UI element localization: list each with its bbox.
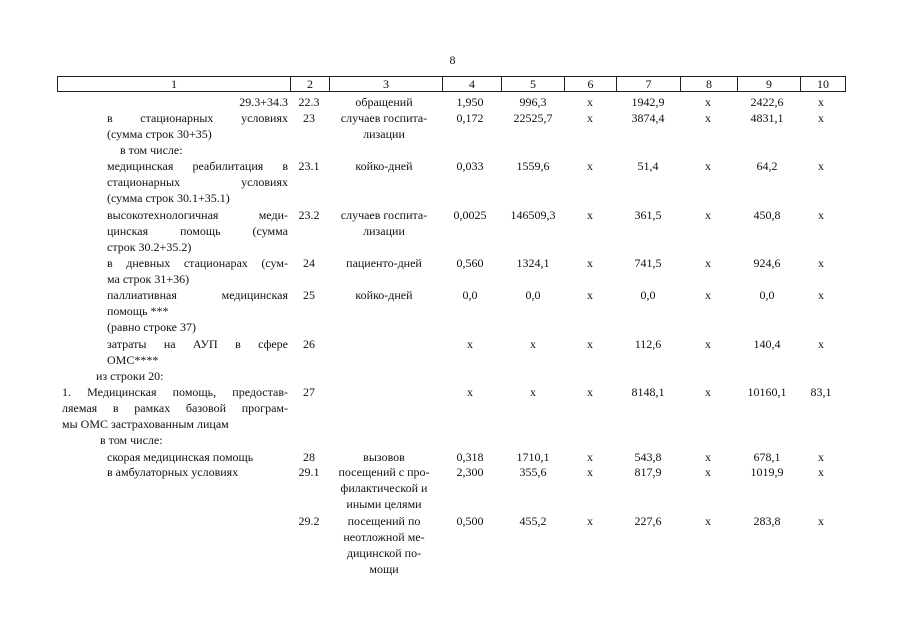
- cell-c7: 0,0: [640, 288, 656, 302]
- cell-c4: 0,172: [456, 111, 484, 125]
- cell-c9: 678,1: [753, 450, 781, 464]
- cell-c8: x: [705, 111, 711, 125]
- cell-c8: x: [705, 208, 711, 222]
- cell-c9: 2422,6: [750, 95, 784, 109]
- cell-c8: x: [705, 256, 711, 270]
- row-name: паллиативная медицинская помощь *** (равно строке 37): [107, 288, 288, 334]
- unit-label: койко-дней: [355, 159, 413, 173]
- row-name: в стационарных условиях (сумма строк 30+35): [107, 111, 288, 141]
- cell-c8: x: [705, 465, 711, 479]
- cell-c5: 1324,1: [516, 256, 550, 270]
- cell-c7: 112,6: [634, 337, 662, 351]
- col-header-6: 6: [565, 77, 617, 92]
- cell-c4: 0,0: [462, 288, 478, 302]
- cell-c10: x: [818, 288, 824, 302]
- cell-c10: x: [818, 337, 824, 351]
- column-header-row: [57, 76, 846, 92]
- cell-c7: 543,8: [634, 450, 662, 464]
- row-number: 23.1: [298, 159, 320, 173]
- cell-c8: x: [705, 95, 711, 109]
- cell-c9: 283,8: [753, 514, 781, 528]
- cell-c6: x: [587, 514, 593, 528]
- row-name: скорая медицинская помощь: [107, 450, 254, 464]
- cell-c10: x: [818, 159, 824, 173]
- cell-c4: 2,300: [456, 465, 484, 479]
- cell-c9: 1019,9: [750, 465, 784, 479]
- cell-c5: 455,2: [519, 514, 547, 528]
- col-header-7: 7: [617, 77, 681, 92]
- row-number: 24: [303, 256, 315, 270]
- col-header-9: 9: [738, 77, 801, 92]
- row-number: 25: [303, 288, 315, 302]
- cell-c10: 83,1: [810, 385, 832, 399]
- cell-c5: 22525,7: [513, 111, 553, 125]
- row-name: из строки 20:: [96, 369, 164, 383]
- unit-label: случаев госпита- лизации: [340, 208, 428, 238]
- cell-c6: x: [587, 256, 593, 270]
- cell-c10: x: [818, 450, 824, 464]
- col-header-8: 8: [681, 77, 738, 92]
- cell-c7: 8148,1: [631, 385, 665, 399]
- cell-c8: x: [705, 450, 711, 464]
- cell-c10: x: [818, 111, 824, 125]
- cell-c6: x: [587, 385, 593, 399]
- cell-c4: 0,318: [456, 450, 484, 464]
- unit-label: койко-дней: [355, 288, 413, 302]
- cell-c6: x: [587, 159, 593, 173]
- cell-c6: x: [587, 111, 593, 125]
- cell-c7: 51,4: [637, 159, 659, 173]
- cell-c10: x: [818, 256, 824, 270]
- cell-c7: 1942,9: [631, 95, 665, 109]
- cell-c7: 361,5: [634, 208, 662, 222]
- unit-label: посещений по неотложной ме- дицинской по- мощи: [343, 514, 425, 576]
- cell-c8: x: [705, 288, 711, 302]
- cell-c10: x: [818, 514, 824, 528]
- row-name: в амбулаторных условиях: [107, 465, 239, 479]
- cell-c5: x: [530, 337, 536, 351]
- row-number: 23.2: [298, 208, 320, 222]
- unit-label: пациенто-дней: [346, 256, 422, 270]
- cell-c4: 0,560: [456, 256, 484, 270]
- cell-c4: 1,950: [456, 95, 484, 109]
- cell-c7: 3874,4: [631, 111, 665, 125]
- cell-c9: 924,6: [753, 256, 781, 270]
- cell-c9: 140,4: [753, 337, 781, 351]
- unit-label: посещений с про- филактической и иными целями: [338, 465, 430, 511]
- cell-c8: x: [705, 337, 711, 351]
- cell-c10: x: [818, 465, 824, 479]
- cell-c5: 1710,1: [516, 450, 550, 464]
- cell-c7: 741,5: [634, 256, 662, 270]
- col-header-3: 3: [330, 77, 443, 92]
- cell-c4: x: [467, 385, 473, 399]
- cell-c7: 817,9: [634, 465, 662, 479]
- cell-c9: 64,2: [756, 159, 778, 173]
- unit-label: случаев госпита- лизации: [340, 111, 428, 141]
- cell-c9: 0,0: [759, 288, 775, 302]
- col-header-2: 2: [291, 77, 330, 92]
- cell-c6: x: [587, 208, 593, 222]
- row-number: 22.3: [298, 95, 320, 109]
- row-name: в дневных стационарах (сум- ма строк 31+36): [107, 256, 288, 286]
- cell-c9: 4831,1: [750, 111, 784, 125]
- cell-c6: x: [587, 337, 593, 351]
- col-header-10: 10: [801, 77, 846, 92]
- cell-c4: 0,033: [456, 159, 484, 173]
- row-number: 28: [303, 450, 315, 464]
- cell-c6: x: [587, 465, 593, 479]
- cell-c10: x: [818, 208, 824, 222]
- row-name: затраты на АУП в сфере ОМС****: [107, 337, 288, 367]
- cell-c6: x: [587, 95, 593, 109]
- unit-label: вызовов: [363, 450, 405, 464]
- row-name: в том числе:: [120, 143, 183, 157]
- row-number: 29.2: [298, 514, 320, 528]
- cell-c9: 450,8: [753, 208, 781, 222]
- col-header-1: 1: [58, 77, 291, 92]
- cell-c5: 1559,6: [516, 159, 550, 173]
- cell-c6: x: [587, 288, 593, 302]
- page-number: 8: [449, 53, 456, 67]
- row-name: в том числе:: [100, 433, 163, 447]
- cell-c4: 0,0025: [453, 208, 487, 222]
- row-name: 1. Медицинская помощь, предостав- ляемая в рамках базовой програм- мы ОМС застрахованным лицам: [62, 385, 288, 431]
- cell-c5: 355,6: [519, 465, 547, 479]
- cell-c5: 0,0: [525, 288, 541, 302]
- row-number: 27: [303, 385, 315, 399]
- col-header-5: 5: [502, 77, 565, 92]
- row-name: 29.3+34.3: [239, 95, 288, 109]
- cell-c8: x: [705, 385, 711, 399]
- cell-c6: x: [587, 450, 593, 464]
- row-number: 26: [303, 337, 315, 351]
- cell-c9: 10160,1: [747, 385, 787, 399]
- cell-c10: x: [818, 95, 824, 109]
- cell-c4: 0,500: [456, 514, 484, 528]
- cell-c7: 227,6: [634, 514, 662, 528]
- row-number: 29.1: [298, 465, 320, 479]
- col-header-4: 4: [443, 77, 502, 92]
- cell-c4: x: [467, 337, 473, 351]
- cell-c8: x: [705, 159, 711, 173]
- cell-c5: 146509,3: [510, 208, 556, 222]
- row-name: медицинская реабилитация в стационарных условиях (сумма строк 30.1+35.1): [107, 159, 288, 205]
- cell-c8: x: [705, 514, 711, 528]
- cell-c5: x: [530, 385, 536, 399]
- row-number: 23: [303, 111, 315, 125]
- unit-label: обращений: [355, 95, 413, 109]
- row-name: высокотехнологичная меди- цинская помощь (сумма строк 30.2+35.2): [107, 208, 288, 254]
- cell-c5: 996,3: [519, 95, 547, 109]
